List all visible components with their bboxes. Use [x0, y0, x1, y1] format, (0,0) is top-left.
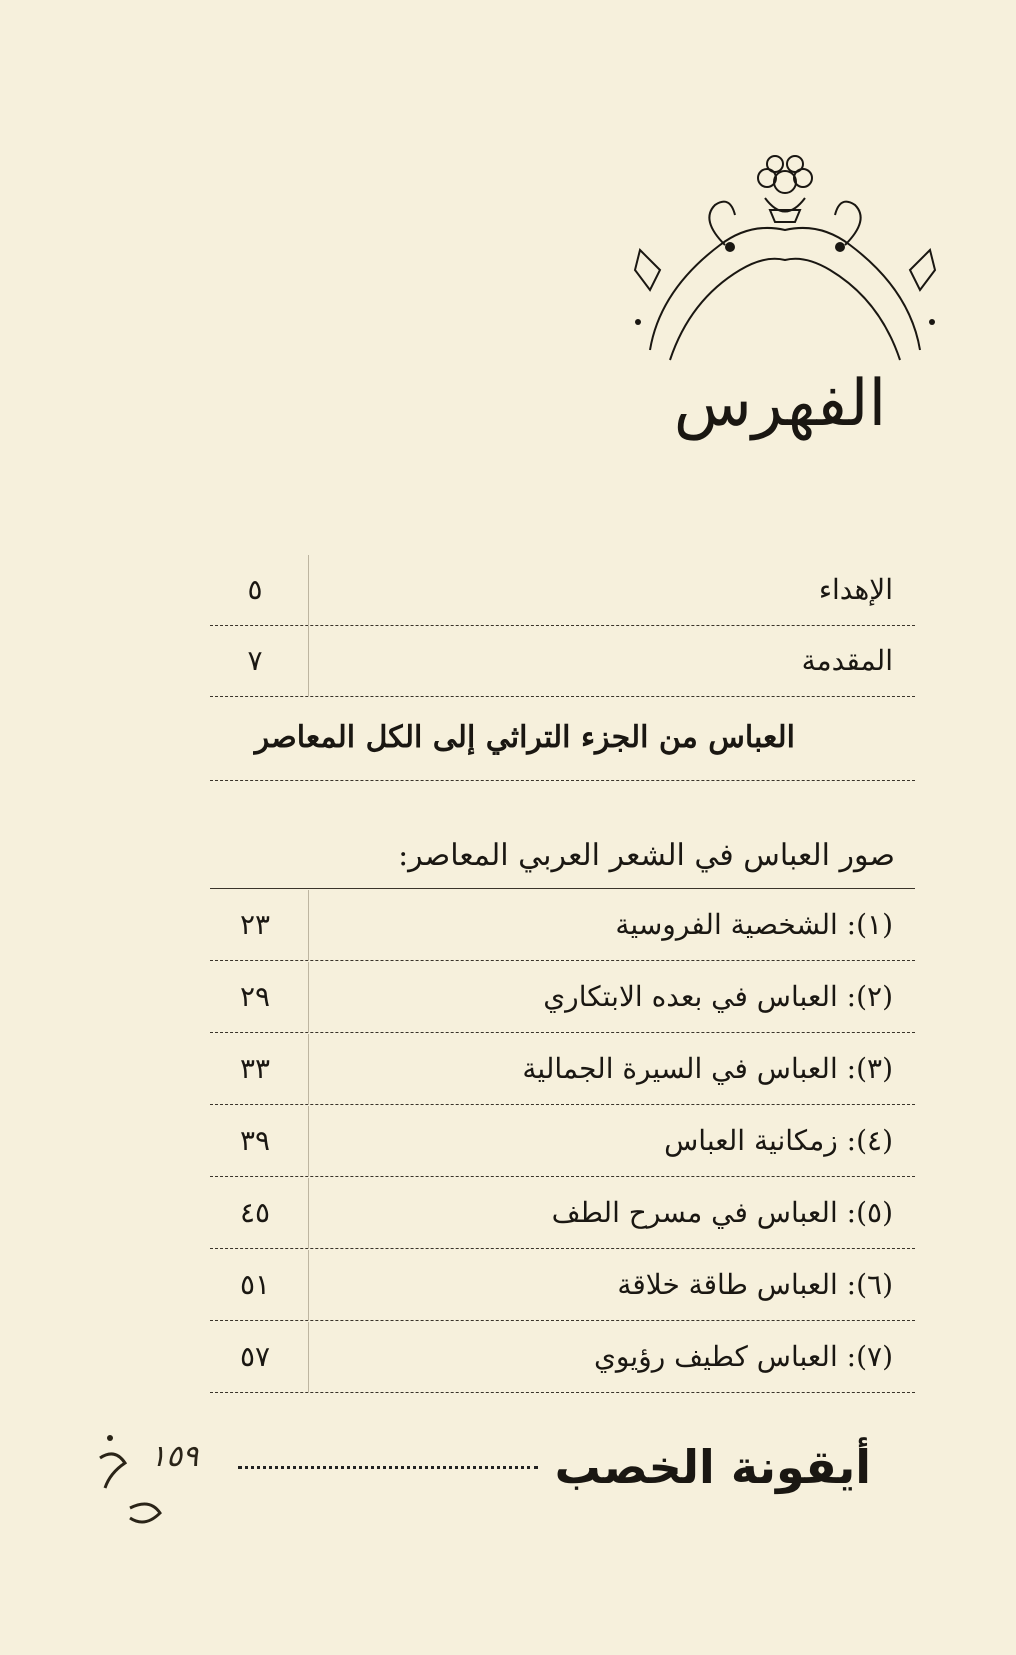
- entry-title: (٧): العباس كطيف رؤيوي: [594, 1340, 893, 1373]
- column-divider: [308, 1034, 309, 1104]
- column-divider: [308, 626, 309, 696]
- entry-page: ٢٣: [239, 908, 271, 941]
- toc-row: [210, 1034, 915, 1105]
- column-divider: [308, 890, 309, 960]
- column-divider: [308, 962, 309, 1032]
- entry-page: ٣٣: [239, 1052, 271, 1085]
- entry-title: (٦): العباس طاقة خلاقة: [617, 1268, 893, 1301]
- toc-row: [210, 962, 915, 1033]
- toc-row: [210, 626, 915, 697]
- toc-row: [210, 1322, 915, 1393]
- subsection-title: صور العباس في الشعر العربي المعاصر:: [398, 838, 895, 873]
- column-divider: [308, 1178, 309, 1248]
- subsection-heading: [210, 818, 915, 889]
- toc-row: [210, 1178, 915, 1249]
- entry-title: (١): الشخصية الفروسية: [615, 908, 893, 941]
- toc-row: [210, 555, 915, 626]
- entry-page: ٢٩: [239, 980, 271, 1013]
- floral-ornament-icon: [630, 150, 940, 380]
- dotted-leader: [238, 1466, 538, 1469]
- entry-page: ٧: [247, 644, 263, 677]
- entry-title: (٥): العباس في مسرح الطف: [551, 1196, 893, 1229]
- entry-title: (٢): العباس في بعده الابتكاري: [543, 980, 893, 1013]
- entry-page: ٥: [247, 573, 263, 606]
- handwritten-number: ١٥٩: [150, 1439, 199, 1474]
- toc-row: [210, 890, 915, 961]
- column-divider: [308, 1322, 309, 1392]
- toc-row: [210, 1106, 915, 1177]
- entry-page: ٤٥: [239, 1196, 271, 1229]
- entry-page: ٣٩: [239, 1124, 271, 1157]
- page-title: الفهرس: [673, 367, 887, 441]
- entry-page: ٥١: [239, 1268, 271, 1301]
- entry-title: (٤): زمكانية العباس: [664, 1124, 893, 1157]
- handwritten-note: [80, 1418, 210, 1538]
- entry-page: ٥٧: [239, 1340, 271, 1373]
- entry-title: الإهداء: [818, 573, 893, 606]
- column-divider: [308, 555, 309, 625]
- book-title: أيقونة الخصب: [554, 1440, 871, 1494]
- column-divider: [308, 1250, 309, 1320]
- column-divider: [308, 1106, 309, 1176]
- entry-title: المقدمة: [801, 644, 893, 677]
- section-title: العباس من الجزء التراثي إلى الكل المعاصر: [254, 720, 795, 755]
- toc-row: [210, 1250, 915, 1321]
- section-heading: [210, 700, 915, 781]
- entry-title: (٣): العباس في السيرة الجمالية: [522, 1052, 893, 1085]
